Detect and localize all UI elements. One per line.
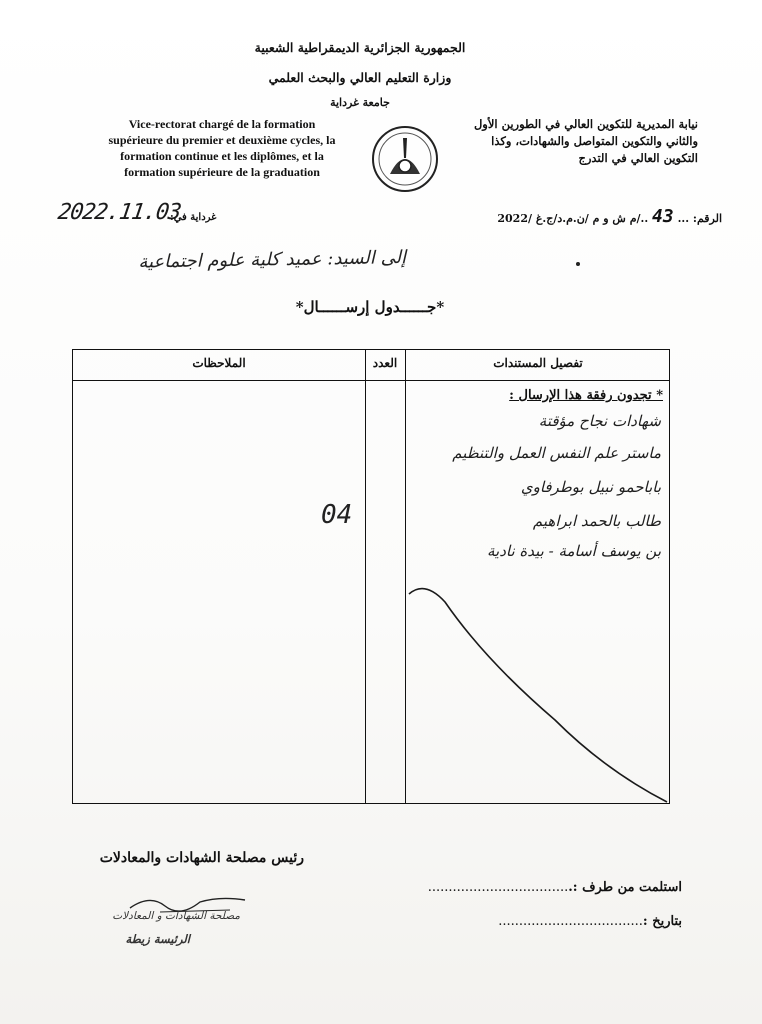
republic-heading: الجمهورية الجزائرية الديمقراطية الشعبية [254, 40, 466, 55]
handwritten-document-line: بن يوسف أسامة - بيدة نادية [487, 542, 661, 560]
stamp-name: الرئيسة زيطة [125, 932, 190, 946]
arabic-line: والثاني والتكوين المتواصل والشهادات، وكذا [491, 134, 698, 148]
column-header-details: تفصيل المستندات [493, 356, 583, 370]
dispatch-table [72, 349, 670, 804]
stamp-text: مصلحة الشهادات و المعادلات [112, 910, 240, 922]
french-line: Vice-rectorat chargé de la formation [128, 117, 316, 131]
french-line: supérieure du premier et deuxième cycles, la [108, 133, 336, 147]
reference-suffix: ../م ش و م /ن.م.د/ج.غ /2022 [497, 212, 649, 225]
column-divider [365, 350, 366, 803]
recipient-label: إلى السيد: [327, 246, 407, 270]
received-date-label: بتاريخ : [642, 914, 682, 929]
column-header-notes: الملاحظات [192, 356, 246, 370]
handwritten-document-line: شهادات نجاح مؤقتة [538, 412, 661, 430]
handwritten-date: 2022.11.03 [56, 200, 183, 225]
received-date-line [360, 914, 682, 929]
arabic-department-heading [448, 116, 698, 167]
received-from-line [330, 880, 682, 895]
french-line: formation continue et les diplômes, et la [120, 149, 324, 163]
received-date-dots: ................................... [498, 914, 643, 929]
document-title: *جــــــدول إرســــــال* [295, 298, 445, 316]
french-department-heading [72, 116, 372, 180]
reference-label: الرقم: ... [677, 212, 722, 225]
recipient-line [56, 247, 406, 274]
handwritten-document-line: طالب بالحمد ابراهيم [532, 512, 661, 530]
university-heading: جامعة غرداية [330, 96, 390, 109]
received-from-label: استلمت من طرف :. [568, 880, 682, 895]
reference-line [452, 206, 722, 227]
attachment-heading: * تجدون رفقة هذا الإرسال : [509, 388, 663, 403]
arabic-line: نيابة المديرية للتكوين العالي في الطورين الأول [473, 117, 698, 131]
handwritten-count: 04 [321, 500, 353, 530]
french-line: formation supérieure de la graduation [124, 165, 320, 179]
ink-dot [576, 262, 580, 266]
header-divider [73, 380, 669, 381]
ministry-heading: وزارة التعليم العالي والبحث العلمي [268, 70, 452, 85]
reference-number-handwritten: 43 [652, 206, 674, 227]
university-logo-icon [370, 124, 440, 194]
arabic-line: التكوين العالي في التدرج [578, 151, 698, 165]
column-header-count: العدد [372, 356, 398, 370]
handwritten-document-line: باباحمو نبيل بوطرفاوي [520, 478, 661, 496]
strike-through-mark [405, 580, 671, 805]
date-label: غرداية في: [170, 212, 217, 223]
signatory-title: رئيس مصلحة الشهادات والمعادلات [99, 850, 304, 866]
received-from-dots: .................................. [427, 880, 569, 895]
recipient-handwritten: عميد كلية علوم اجتماعية [138, 248, 322, 273]
handwritten-document-line: ماستر علم النفس العمل والتنظيم [452, 444, 661, 462]
